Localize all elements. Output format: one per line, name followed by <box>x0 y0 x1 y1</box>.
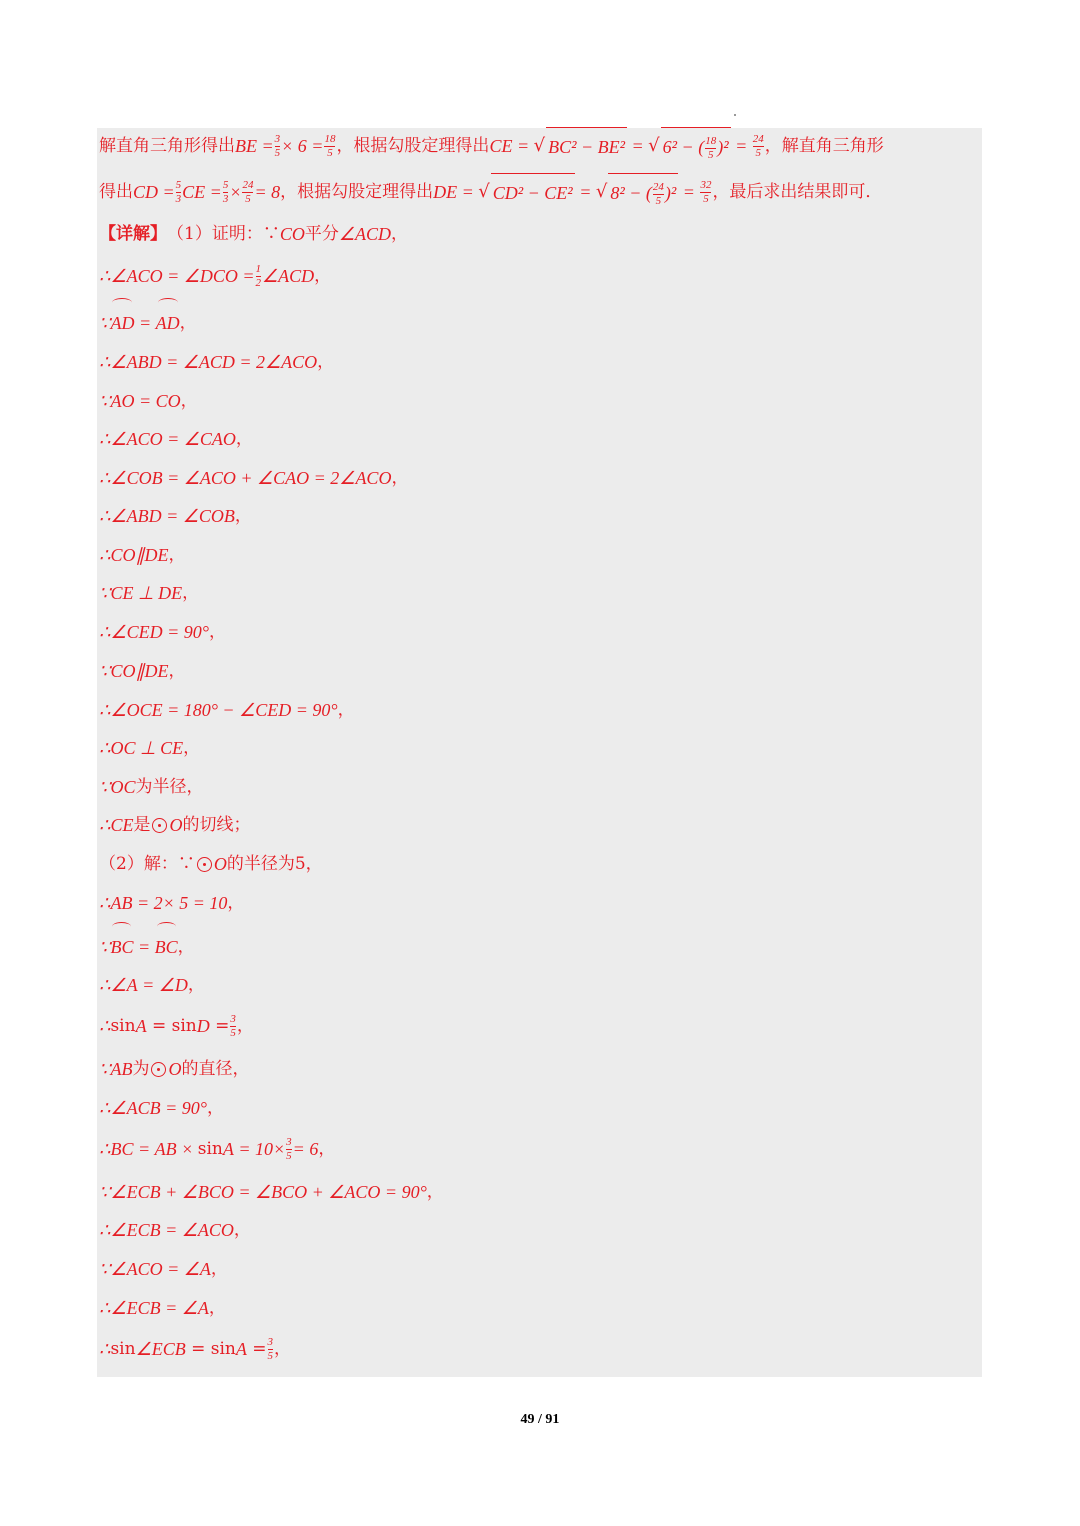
text-line-25: ∴∠ACB = 90° ， <box>99 1098 224 1118</box>
text-line-30: ∴∠ECB = ∠A ， <box>99 1298 226 1318</box>
text-line-9: ∴∠COB = ∠ACO + ∠CAO = 2∠ACO ， <box>99 468 409 488</box>
text-line-28: ∴∠ECB = ∠ACO ， <box>99 1220 251 1240</box>
text-line-31: ∴ sin ∠ECB = sin A = $\frac{3}{5}$ ， <box>99 1335 292 1362</box>
text-line-27: ∵∠ECB + ∠BCO = ∠BCO + ∠ACO = 90° ， <box>99 1182 444 1202</box>
text-line-8: ∴∠ACO = ∠CAO ， <box>99 429 253 449</box>
text-line-16: ∴OC ⊥ CE ， <box>99 738 201 758</box>
text-line-2: 得出 CD = $\frac{5}{3}$ CE = $\frac{5}{3}$ × $\frac{24}{5}$ = 8 ，根据勾股定理得出 DE = √ CD² − CE² = √ 8² − ( $\frac{24}{5}$ )² = $\frac{32}{5}$ ，最后求出结果即可． <box>99 173 979 211</box>
text-line-5: ∵ AD = AD ， <box>99 304 979 342</box>
circle-symbol-icon <box>151 1062 166 1077</box>
text-line-1: 解直角三角形得出 BE = $\frac{3}{5}$ × 6 = $\frac{18}{5}$ ，根据勾股定理得出 CE = √ BC² − BE² = √ 6² − ( $\frac{18}{5}$ )² = $\frac{24}{5}$ ，解直角三角形 <box>99 127 979 165</box>
circle-symbol-icon <box>197 857 212 872</box>
text-line-4: ∴∠ACO = ∠DCO = $\frac{1}{2}$ ∠ACD ， <box>99 262 332 289</box>
text-line-3: 【详解】 （1）证明：∵ CO 平分 ∠ACD ， <box>99 224 408 244</box>
text-line-20: ∴AB = 2× 5 = 10 ， <box>99 893 245 913</box>
text-line-11: ∴CO∥DE ， <box>99 545 186 565</box>
text-line-12: ∵CE ⊥ DE ， <box>99 583 200 603</box>
page-number: 49 / 91 <box>520 1412 560 1427</box>
text-line-21: ∵ BC = BC ， <box>99 928 979 966</box>
text-line-10: ∴∠ABD = ∠COB ， <box>99 506 252 526</box>
text-line-13: ∴∠CED = 90° ， <box>99 622 226 642</box>
text-line-22: ∴∠A = ∠D ， <box>99 975 205 995</box>
circle-symbol-icon <box>152 818 167 833</box>
speck <box>734 114 736 116</box>
text-line-6: ∴∠ABD = ∠ACD = 2∠ACO ， <box>99 352 335 372</box>
text-line-26: ∴BC = AB × sin A = 10× $\frac{3}{5}$ = 6 ， <box>99 1135 336 1162</box>
text-line-23: ∴ sin A = sin D = $\frac{3}{5}$ ， <box>99 1012 254 1039</box>
text-line-24: ∵AB 为 O 的直径， <box>99 1059 250 1079</box>
text-line-19: （2）解：∵ O 的半径为5， <box>99 854 323 874</box>
text-line-7: ∵AO = CO ， <box>99 391 198 411</box>
text-line-17: ∵OC 为半径， <box>99 777 204 797</box>
text-line-15: ∴∠OCE = 180° − ∠CED = 90° ， <box>99 700 355 720</box>
text-line-29: ∵∠ACO = ∠A ， <box>99 1259 228 1279</box>
text-line-14: ∵CO∥DE ， <box>99 661 186 681</box>
text-line-18: ∴CE 是 O 的切线； <box>99 815 251 835</box>
